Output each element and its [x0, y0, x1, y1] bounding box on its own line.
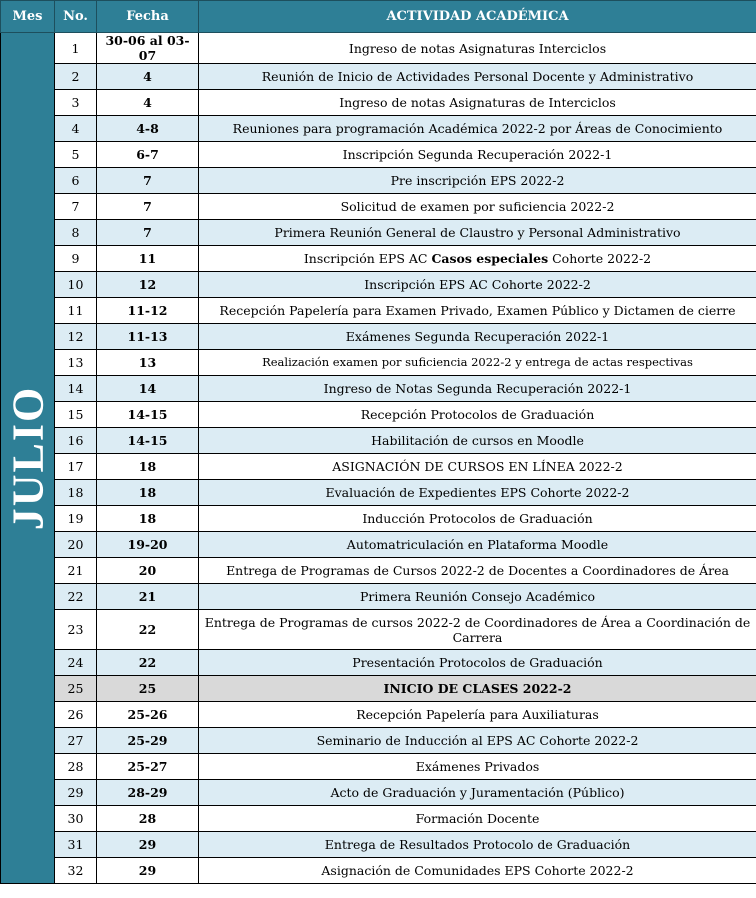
row-activity: Solicitud de examen por suficiencia 2022-2	[199, 194, 756, 220]
table-row	[1, 558, 756, 584]
row-number: 31	[55, 832, 97, 858]
row-number: 24	[55, 650, 97, 676]
row-number: 9	[55, 246, 97, 272]
row-date: 12	[97, 272, 199, 298]
row-activity: Seminario de Inducción al EPS AC Cohorte 2022-2	[199, 728, 756, 754]
row-date: 28-29	[97, 780, 199, 806]
table-row	[1, 194, 756, 220]
row-date: 30-06 al 03-07	[97, 33, 199, 64]
row-activity: Recepción Papelería para Auxiliaturas	[199, 702, 756, 728]
table-row	[1, 350, 756, 376]
row-number: 30	[55, 806, 97, 832]
row-activity: Entrega de Resultados Protocolo de Graduación	[199, 832, 756, 858]
table-row	[1, 532, 756, 558]
row-number: 32	[55, 858, 97, 884]
row-activity: Recepción Protocolos de Graduación	[199, 402, 756, 428]
row-activity: Recepción Papelería para Examen Privado, Examen Público y Dictamen de cierre	[199, 298, 756, 324]
row-activity: Ingreso de notas Asignaturas Interciclos	[199, 33, 756, 64]
row-date: 4-8	[97, 116, 199, 142]
header-mes: Mes	[1, 1, 55, 33]
row-date: 11-12	[97, 298, 199, 324]
row-activity: INICIO DE CLASES 2022-2	[199, 676, 756, 702]
row-number: 22	[55, 584, 97, 610]
table-row	[1, 584, 756, 610]
month-cell	[1, 33, 55, 884]
header-fecha: Fecha	[97, 1, 199, 33]
row-date: 13	[97, 350, 199, 376]
row-number: 14	[55, 376, 97, 402]
table-row	[1, 220, 756, 246]
table-row	[1, 858, 756, 884]
table-row	[1, 64, 756, 90]
row-date: 14	[97, 376, 199, 402]
row-number: 12	[55, 324, 97, 350]
row-number: 20	[55, 532, 97, 558]
row-number: 26	[55, 702, 97, 728]
row-date: 18	[97, 506, 199, 532]
row-date: 25-29	[97, 728, 199, 754]
row-date: 4	[97, 90, 199, 116]
row-activity: Entrega de Programas de Cursos 2022-2 de Docentes a Coordinadores de Área	[199, 558, 756, 584]
row-date: 6-7	[97, 142, 199, 168]
row-number: 25	[55, 676, 97, 702]
header-row	[1, 1, 756, 33]
table-row	[1, 33, 756, 64]
row-number: 3	[55, 90, 97, 116]
row-date: 7	[97, 220, 199, 246]
row-number: 2	[55, 64, 97, 90]
row-date: 28	[97, 806, 199, 832]
row-number: 10	[55, 272, 97, 298]
row-number: 5	[55, 142, 97, 168]
row-number: 15	[55, 402, 97, 428]
table-row	[1, 376, 756, 402]
row-date: 29	[97, 832, 199, 858]
row-date: 20	[97, 558, 199, 584]
row-activity: Reuniones para programación Académica 2022-2 por Áreas de Conocimiento	[199, 116, 756, 142]
activity-text: Inscripción EPS AC	[303, 251, 432, 266]
table-row	[1, 168, 756, 194]
row-date: 19-20	[97, 532, 199, 558]
row-number: 7	[55, 194, 97, 220]
row-number: 11	[55, 298, 97, 324]
row-date: 7	[97, 168, 199, 194]
activity-emphasis: Casos especiales	[431, 251, 549, 266]
table-row	[1, 90, 756, 116]
row-activity: Formación Docente	[199, 806, 756, 832]
row-activity: Evaluación de Expedientes EPS Cohorte 2022-2	[199, 480, 756, 506]
table-row	[1, 702, 756, 728]
table-row	[1, 428, 756, 454]
row-date: 22	[97, 650, 199, 676]
row-activity: Reunión de Inicio de Actividades Personal Docente y Administrativo	[199, 64, 756, 90]
row-number: 6	[55, 168, 97, 194]
table-row	[1, 142, 756, 168]
row-activity: Primera Reunión General de Claustro y Personal Administrativo	[199, 220, 756, 246]
row-date: 25-27	[97, 754, 199, 780]
row-date: 29	[97, 858, 199, 884]
row-number: 13	[55, 350, 97, 376]
row-number: 23	[55, 610, 97, 650]
table-row	[1, 246, 756, 272]
row-number: 16	[55, 428, 97, 454]
table-row	[1, 650, 756, 676]
row-activity: Presentación Protocolos de Graduación	[199, 650, 756, 676]
table-row	[1, 402, 756, 428]
row-activity: Automatriculación en Plataforma Moodle	[199, 532, 756, 558]
row-activity: ASIGNACIÓN DE CURSOS EN LÍNEA 2022-2	[199, 454, 756, 480]
table-row	[1, 480, 756, 506]
table-row	[1, 298, 756, 324]
table-row	[1, 806, 756, 832]
row-number: 4	[55, 116, 97, 142]
row-activity: Acto de Graduación y Juramentación (Público)	[199, 780, 756, 806]
table-row	[1, 676, 756, 702]
row-number: 18	[55, 480, 97, 506]
row-activity: Primera Reunión Consejo Académico	[199, 584, 756, 610]
table-row	[1, 832, 756, 858]
month-label: JULIO	[3, 385, 52, 531]
row-date: 25	[97, 676, 199, 702]
table-row	[1, 454, 756, 480]
table-row	[1, 754, 756, 780]
row-date: 18	[97, 480, 199, 506]
row-activity: Inscripción EPS AC Cohorte 2022-2	[199, 272, 756, 298]
row-activity: Inducción Protocolos de Graduación	[199, 506, 756, 532]
table-row	[1, 116, 756, 142]
row-date: 11	[97, 246, 199, 272]
row-date: 25-26	[97, 702, 199, 728]
row-date: 14-15	[97, 402, 199, 428]
row-number: 29	[55, 780, 97, 806]
table-row	[1, 610, 756, 650]
activity-text: Cohorte 2022-2	[548, 251, 652, 266]
row-date: 4	[97, 64, 199, 90]
row-date: 21	[97, 584, 199, 610]
table-row	[1, 728, 756, 754]
row-number: 28	[55, 754, 97, 780]
row-activity: Exámenes Privados	[199, 754, 756, 780]
table-row	[1, 780, 756, 806]
row-activity: Ingreso de Notas Segunda Recuperación 2022-1	[199, 376, 756, 402]
row-activity: Inscripción Segunda Recuperación 2022-1	[199, 142, 756, 168]
row-activity: Realización examen por suficiencia 2022-2 y entrega de actas respectivas	[199, 350, 756, 376]
table-row	[1, 506, 756, 532]
row-number: 8	[55, 220, 97, 246]
row-number: 19	[55, 506, 97, 532]
row-number: 21	[55, 558, 97, 584]
row-number: 17	[55, 454, 97, 480]
table-row	[1, 272, 756, 298]
row-number: 1	[55, 33, 97, 64]
header-actividad: ACTIVIDAD ACADÉMICA	[199, 1, 756, 33]
table-row	[1, 324, 756, 350]
row-activity: Entrega de Programas de cursos 2022-2 de Coordinadores de Área a Coordinación de Carrera	[199, 610, 756, 650]
row-date: 18	[97, 454, 199, 480]
row-activity	[199, 246, 756, 272]
row-date: 7	[97, 194, 199, 220]
row-date: 11-13	[97, 324, 199, 350]
row-activity: Habilitación de cursos en Moodle	[199, 428, 756, 454]
header-no: No.	[55, 1, 97, 33]
row-date: 22	[97, 610, 199, 650]
row-activity: Asignación de Comunidades EPS Cohorte 2022-2	[199, 858, 756, 884]
row-number: 27	[55, 728, 97, 754]
row-activity: Exámenes Segunda Recuperación 2022-1	[199, 324, 756, 350]
row-activity: Pre inscripción EPS 2022-2	[199, 168, 756, 194]
row-date: 14-15	[97, 428, 199, 454]
row-activity: Ingreso de notas Asignaturas de Interciclos	[199, 90, 756, 116]
